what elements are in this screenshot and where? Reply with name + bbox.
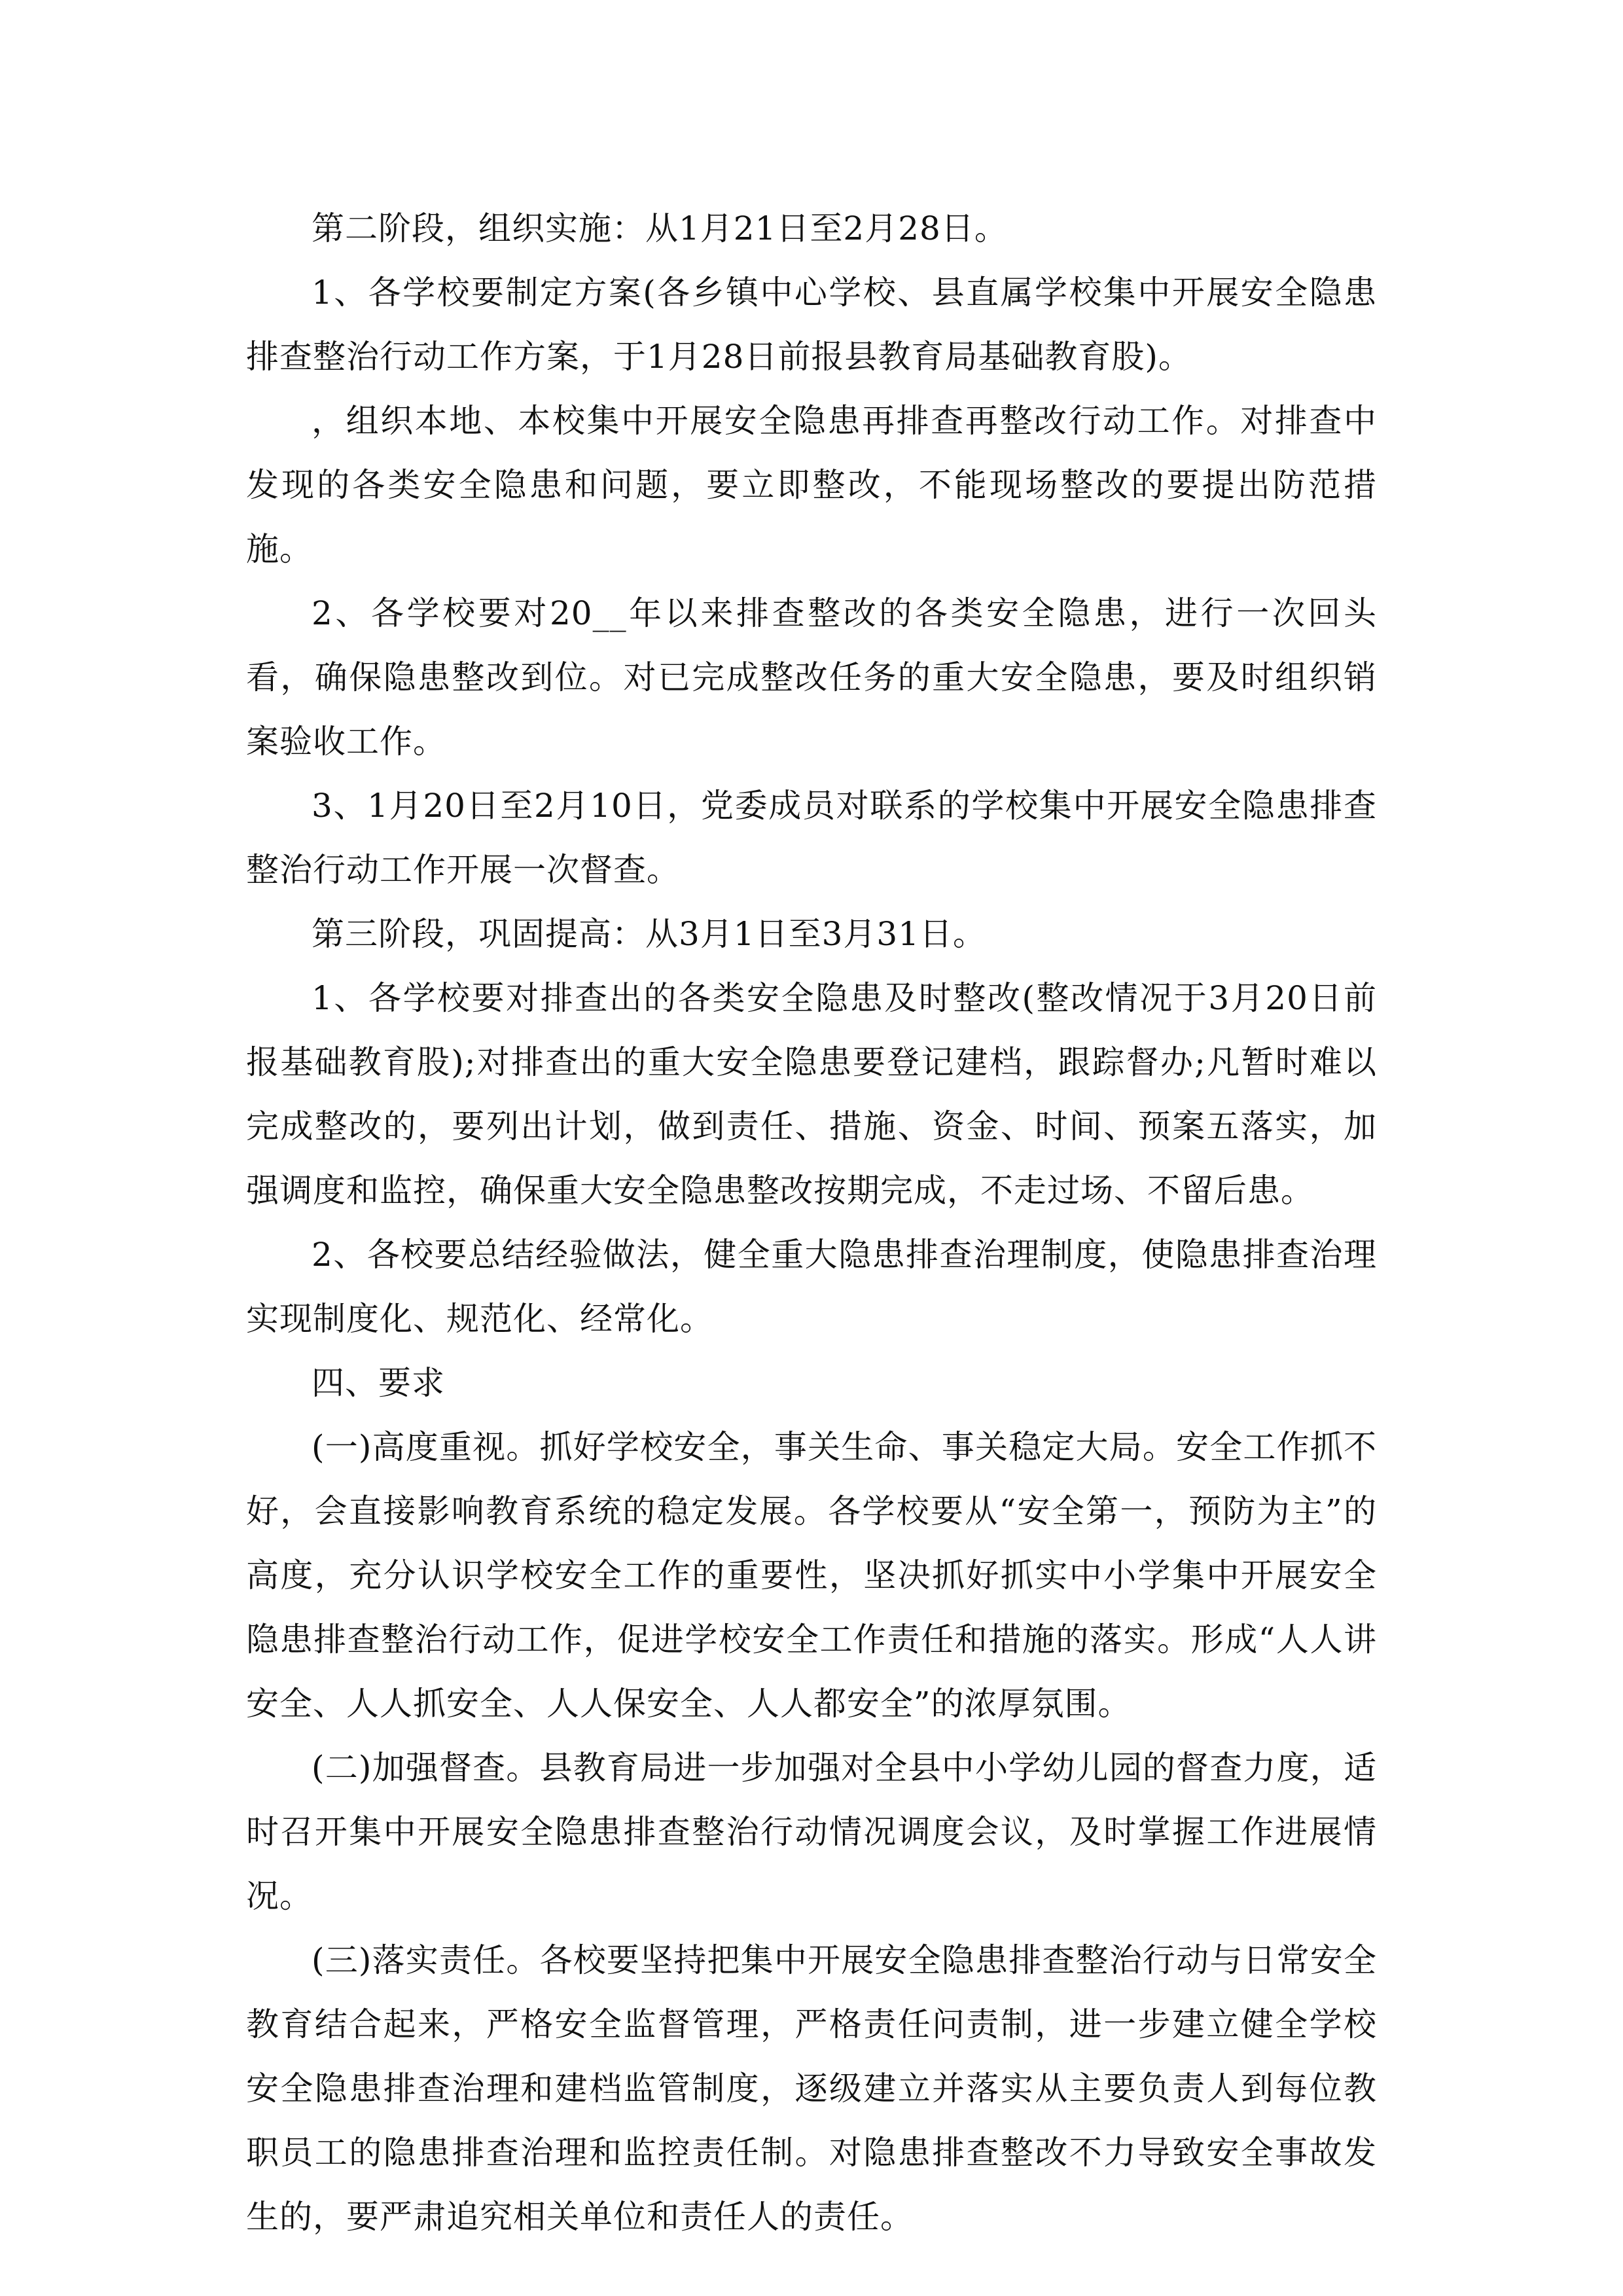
- document-body: [246, 196, 1377, 2249]
- paragraph-stage-three-heading: 第三阶段，巩固提高：从3月1日至3月31日。: [312, 915, 987, 953]
- section-heading-requirements: 四、要求: [312, 1364, 445, 1402]
- paragraph-requirement-1: (一)高度重视。抓好学校安全，事关生命、事关稳定大局。安全工作抓不好，会直接影响教育系统的稳定发展。各学校要从“安全第一，预防为主”的高度，充分认识学校安全工作的重要性，坚决抓好抓实中小学集中开展安全隐患排查整治行动工作，促进学校安全工作责任和措施的落实。形成“人人讲安全、人人抓安全、人人保安全、人人都安全”的浓厚氛围。: [246, 1428, 1377, 1723]
- paragraph-stage-two-heading: 第二阶段，组织实施：从1月21日至2月28日。: [312, 209, 1008, 247]
- paragraph-stage-two-item-2: 2、各学校要对20__年以来排查整改的各类安全隐患，进行一次回头看，确保隐患整改到位。对已完成整改任务的重大安全隐患，要及时组织销案验收工作。: [246, 594, 1377, 761]
- paragraph-requirement-3: (三)落实责任。各校要坚持把集中开展安全隐患排查整治行动与日常安全教育结合起来，严格安全监督管理，严格责任问责制，进一步建立健全学校安全隐患排查治理和建档监管制度，逐级建立并落实从主要负责人到每位教职员工的隐患排查治理和监控责任制。对隐患排查整改不力导致安全事故发生的，要严肃追究相关单位和责任人的责任。: [246, 1941, 1377, 2236]
- paragraph-stage-two-item-3: 3、1月20日至2月10日，党委成员对联系的学校集中开展安全隐患排查整治行动工作开展一次督查。: [246, 787, 1377, 889]
- paragraph-stage-two-item-1: 1、各学校要制定方案(各乡镇中心学校、县直属学校集中开展安全隐患排查整治行动工作方案，于1月28日前报县教育局基础教育股)。: [246, 274, 1377, 376]
- paragraph-requirement-2: (二)加强督查。县教育局进一步加强对全县中小学幼儿园的督查力度，适时召开集中开展安全隐患排查整治行动情况调度会议，及时掌握工作进展情况。: [246, 1749, 1377, 1915]
- paragraph-stage-three-item-1: 1、各学校要对排查出的各类安全隐患及时整改(整改情况于3月20日前报基础教育股);对排查出的重大安全隐患要登记建档，跟踪督办;凡暂时难以完成整改的，要列出计划，做到责任、措施、资金、时间、预案五落实，加强调度和监控，确保重大安全隐患整改按期完成，不走过场、不留后患。: [246, 979, 1377, 1210]
- paragraph-stage-three-item-2: 2、各校要总结经验做法，健全重大隐患排查治理制度，使隐患排查治理实现制度化、规范化、经常化。: [246, 1236, 1377, 1338]
- paragraph-organize-check: ，组织本地、本校集中开展安全隐患再排查再整改行动工作。对排查中发现的各类安全隐患和问题，要立即整改，不能现场整改的要提出防范措施。: [246, 402, 1377, 568]
